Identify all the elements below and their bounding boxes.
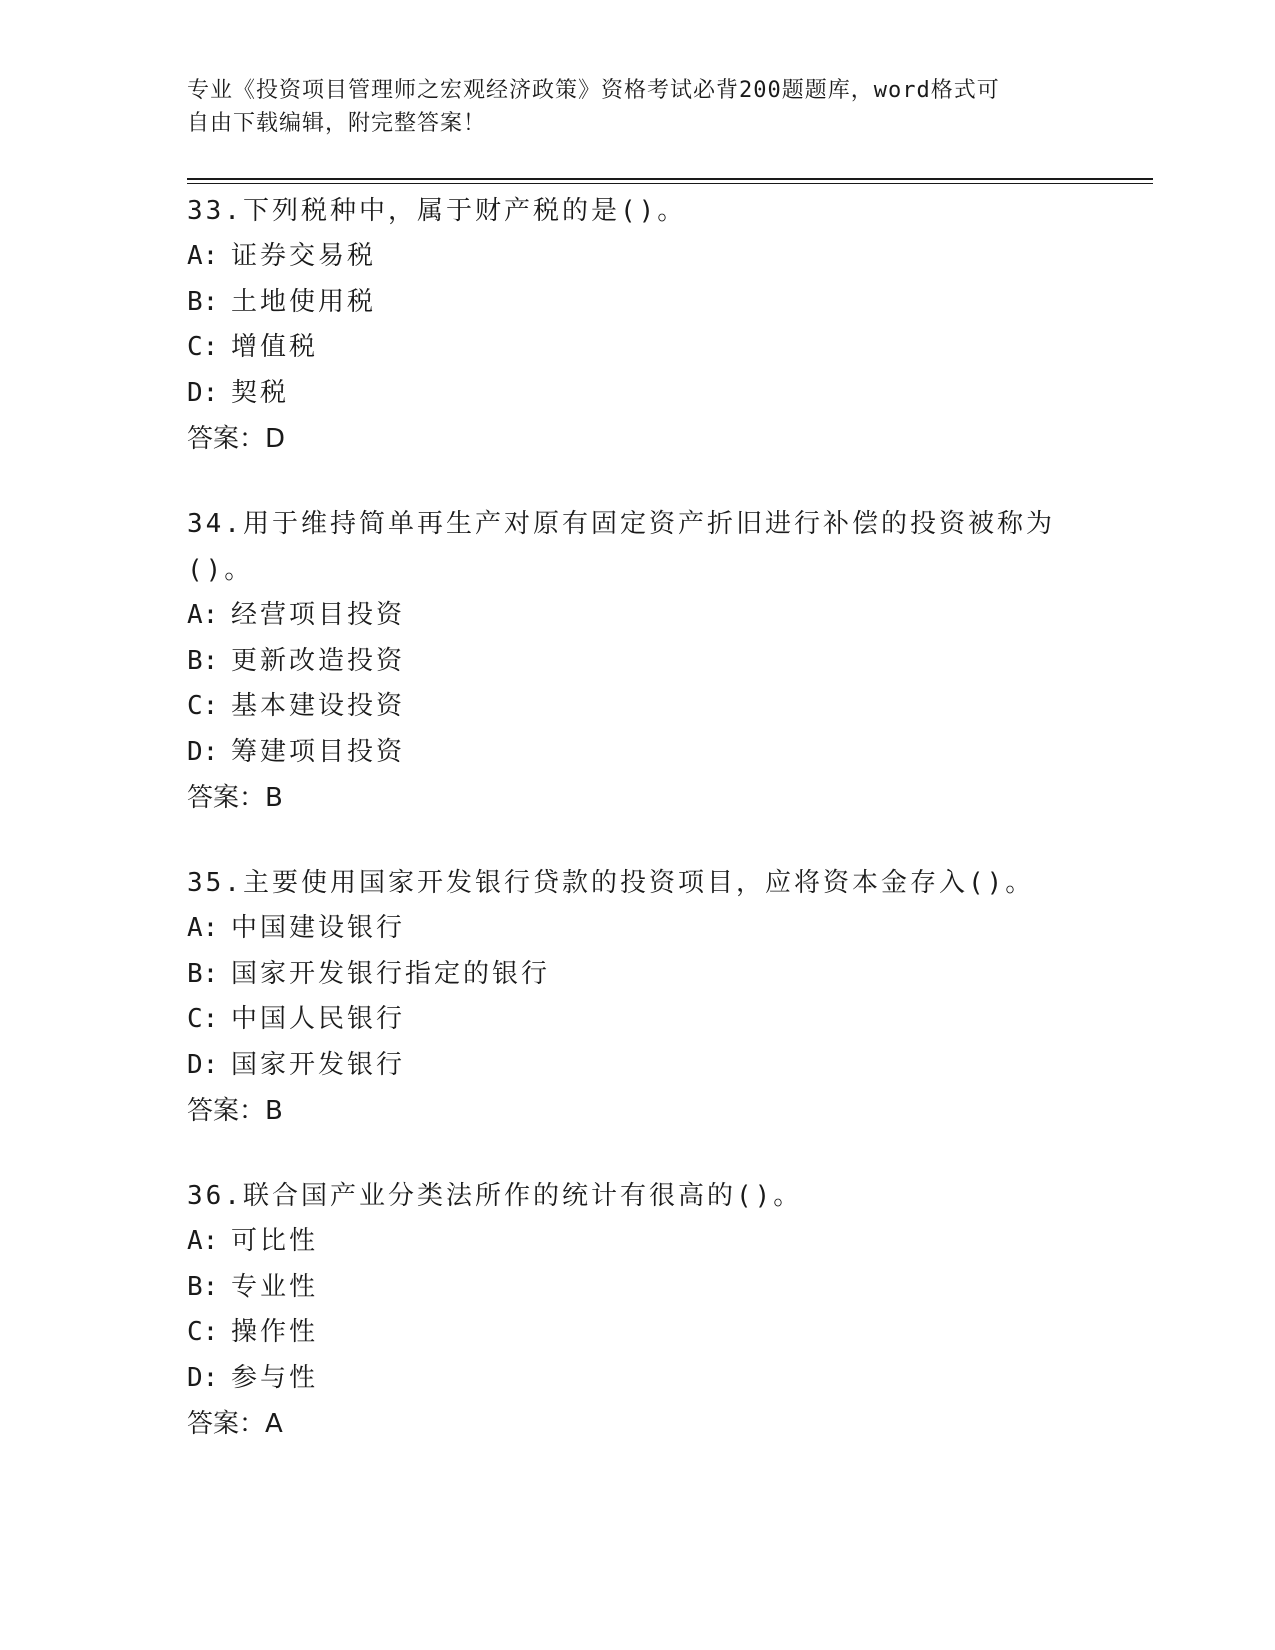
option-text: 操作性 [231,1317,319,1347]
option-b [187,952,1087,998]
option-c [187,997,1087,1043]
option-letter: C: [187,1317,219,1347]
option-text: 经营项目投资 [231,600,406,630]
option-letter: A: [187,913,219,943]
answer: 答案：B [187,783,283,813]
header-divider-thin [187,183,1153,184]
option-text: 更新改造投资 [231,645,406,676]
option-letter: C: [187,332,219,362]
option-text: 可比性 [231,1226,319,1256]
document-header [187,74,1067,140]
option-a [187,593,1087,639]
header-line-1: 专业《投资项目管理师之宏观经济政策》资格考试必背200题题库，word格式可 [187,78,1000,103]
header-line-2: 自由下载编辑，附完整答案！ [187,111,487,136]
answer: 答案：B [187,1096,283,1126]
option-letter: B: [187,286,219,317]
option-letter: A: [187,1226,219,1256]
question-36 [187,1173,1087,1447]
option-c [187,325,1087,371]
option-a [187,906,1087,952]
question-34 [187,501,1087,821]
option-letter: B: [187,958,219,989]
option-c [187,1310,1087,1356]
option-c [187,684,1087,730]
option-letter: D: [187,377,219,408]
option-letter: D: [187,1362,219,1393]
question-text: 36.联合国产业分类法所作的统计有很高的()。 [187,1181,803,1211]
option-letter: D: [187,736,219,767]
option-letter: C: [187,691,219,721]
answer: 答案：A [187,1409,283,1439]
question-35 [187,860,1087,1134]
option-b [187,1265,1087,1311]
answer: 答案：D [187,424,286,454]
question-text: 35.主要使用国家开发银行贷款的投资项目，应将资本金存入()。 [187,868,1035,898]
option-b [187,280,1087,326]
option-text: 增值税 [231,332,319,362]
option-text: 土地使用税 [231,286,377,317]
option-letter: B: [187,645,219,676]
option-a [187,1219,1087,1265]
option-text: 基本建设投资 [231,691,406,721]
option-letter: D: [187,1049,219,1080]
option-d [187,371,1087,417]
question-text: 33.下列税种中，属于财产税的是()。 [187,196,687,226]
option-text: 国家开发银行 [231,1049,406,1080]
option-letter: B: [187,1271,219,1302]
option-text: 契税 [231,377,290,408]
header-divider-thick [187,178,1153,180]
option-a [187,234,1087,280]
option-text: 中国建设银行 [231,913,406,943]
option-letter: A: [187,241,219,271]
option-text: 国家开发银行指定的银行 [231,958,551,989]
option-text: 中国人民银行 [231,1004,406,1034]
question-text: 34.用于维持简单再生产对原有固定资产折旧进行补偿的投资被称为()。 [187,509,1055,585]
option-text: 专业性 [231,1271,319,1302]
option-d [187,730,1087,776]
option-text: 筹建项目投资 [231,736,406,767]
question-33 [187,188,1087,462]
option-text: 参与性 [231,1362,319,1393]
option-text: 证券交易税 [231,241,377,271]
option-letter: C: [187,1004,219,1034]
option-letter: A: [187,600,219,630]
option-b [187,639,1087,685]
option-d [187,1356,1087,1402]
question-list [187,188,1087,1486]
option-d [187,1043,1087,1089]
